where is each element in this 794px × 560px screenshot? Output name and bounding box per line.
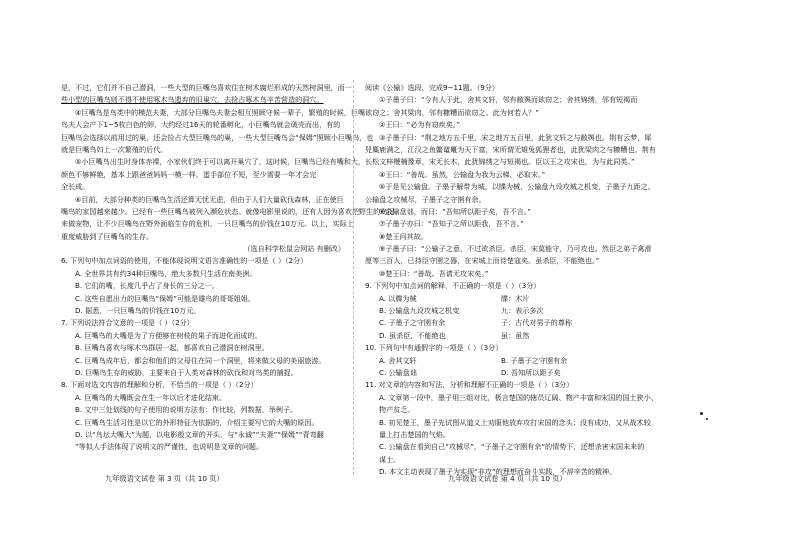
right-text-line <box>365 317 665 329</box>
right-text-line: 物产贫乏。 <box>379 405 415 415</box>
option-right: D. 吾知所以距子矣 <box>501 367 561 377</box>
option-left: A. 舍其文轩 <box>379 355 417 365</box>
left-page-body <box>61 82 395 454</box>
right-text-line: 厘等三百人，已持臣守圉之器，在宋城上而待楚寇矣。虽杀臣，不能绝也。” <box>365 256 600 266</box>
left-text-line: A. 巨嘴鸟的大嘴既会在生一年以后才进化结束。 <box>75 392 227 402</box>
right-text-line: ⑧楚王问其故。 <box>379 231 428 241</box>
left-text-line: 来做宠物，让不少巨嘴鸟在野外面临生存的危机，一只巨嘴鸟的价钱在10万元。以上，实际上 <box>61 219 354 229</box>
option-left: B. 公输盘九设攻城之机变 <box>379 306 460 316</box>
right-text-line: ④王曰：“善哉。虽然，公输盘为我为云梯，必取宋。” <box>379 169 546 179</box>
left-text-line: B. 文中三处划线的句子使用的说明方法有：作比较，列数据，举例子。 <box>75 405 298 415</box>
right-text-line: ⑤于是见公输盘。子墨子解带为城，以牒为械，公输盘九设攻城之机变，子墨子九距之。 <box>379 182 655 192</box>
right-text-line <box>365 355 665 367</box>
option-right: 牒：木片 <box>501 293 530 303</box>
right-text-line <box>365 293 665 305</box>
left-text-line: ④巨嘴鸟是鸟类中的模范夫妻，大部分巨嘴鸟夫妻会相互照顾守候一辈子，繁殖的时候，巨嘴 <box>75 107 366 117</box>
left-text-line: D. 巨嘴鸟生存的威胁，主要来自于人类对森林的砍伐和对鸟类的捕捉。 <box>75 367 298 377</box>
option-right: B. 子墨子之守圉有余 <box>501 355 568 365</box>
left-text-line: ”等拟人手法体现了说明文的严谨性，也说明是文章的问题。 <box>75 442 264 452</box>
left-text-line: 鸟夫人会产下1~5枚白色的卵，大约经过16天的轮番孵化，小巨嘴鸟就会破壳而出，有的 <box>61 120 341 130</box>
left-text-line: 全长成。 <box>61 182 90 192</box>
right-text-line: ②王曰：“必为有窃疾矣。” <box>379 120 461 130</box>
right-page-body <box>365 82 665 479</box>
option-left: C. 子墨子之守圉有余 <box>379 318 446 328</box>
right-text-line: C. 公输盘在看到自己“攻械尽”，“子墨子之守圉有余”的情势下，还想杀害宋国未来的 <box>379 442 645 452</box>
right-text-line: 9. 下列句中加点词的解释，不正确的一项是（ ）（3分） <box>365 281 541 291</box>
right-text-line: ⑨子墨子曰：“公输子之意，不过欲杀臣。杀臣，宋莫能守，乃可攻也。然臣之弟子禽滑 <box>379 244 652 254</box>
left-text-line: 巨嘴鸟会选择以前用过的巢，还会捡占大型巨嘴鸟的巢，一些大型巨嘴鸟会“保姆”照顾小巨嘴鸟，也 <box>61 132 374 142</box>
right-page-footer: 九年级语文试卷 第 4 页（共 10 页） <box>448 474 567 483</box>
left-text-line: 重度威胁到了巨嘴鸟的生存。 <box>61 231 154 241</box>
scan-speck <box>700 412 703 415</box>
left-text-line: 8. 下面对选文内容的理解和分析，不恰当的一项是（ ）（2分） <box>61 380 258 390</box>
right-text-line: 阅读《公输》选段，完成9~11题。（9分） <box>365 83 499 92</box>
right-text-line: 量上打击楚国的气焰。 <box>379 429 450 439</box>
right-text-line: ⑩楚王曰：“善哉。吾请无攻宋矣。” <box>379 268 489 278</box>
right-text-line: B. 初见楚王，墨子先试图从道义上劝服他放弃攻打宋国的念头；没有成功，又从战术较 <box>379 417 651 427</box>
right-text-line <box>365 330 665 342</box>
left-text-line: C. 巨嘴鸟生活习性是以它的外形特征为依据的，介绍主要写它的大嘴的原因。 <box>75 417 319 427</box>
option-left: A. 以牒为械 <box>379 293 417 303</box>
left-text-line: A. 全世界共有约34种巨嘴鸟，绝大多数只生活在南美洲。 <box>75 268 257 278</box>
option-right: 子：古代对男子的尊称 <box>501 318 572 328</box>
left-text-line: ⑤小巨嘴鸟出生时身体赤裸，小家伙们终于可以离开巢穴了，这时候，巨嘴鸟已经有嘴和大， <box>75 157 366 167</box>
right-text-line: D. 本文主动表现了墨子为实现“非攻”的理想而奋斗实践，不辞辛苦的精神。 <box>379 467 617 477</box>
left-text-line: C. 巨嘴鸟成年后，都会和他们的父母住在同一个洞里，将来做父母的美丽旅游。 <box>75 355 326 365</box>
right-text-line: 兕麋鹿满之，江汉之鱼鳖鼋鼍为天下富，宋所谓无雉兔狐狸者也，此犹梁肉之与糠糟也。荆有 <box>365 144 656 154</box>
left-text-line: A. 巨嘴鸟的大嘴是为了方便够在树枝的果子而进化而成的。 <box>75 330 262 340</box>
right-text-line: 11. 对文章的内容和写法，分析和理解不正确的一项是（ ）（3分） <box>365 380 574 390</box>
left-text-line: ⑥目前，大部分种类的巨嘴鸟生活还算无忧无虑，但由于人们大量砍伐森林，正在使巨 <box>75 194 344 204</box>
left-text-line: 是，不过，它们并不自己潜洞，一些大型的巨嘴鸟喜欢住在树木腐烂形成的天然树洞里，而一 <box>61 83 352 92</box>
left-text-line: 嘴鸟的家园越来越少。已经有一些巨嘴鸟被列入濒危状态。就像电影里说的，还有人因为喜欢把野生的鸟捉 <box>61 206 395 216</box>
right-text-line: 长松文梓楩楠豫章，宋无长木，此犹锦绣之与短褐也。臣以王之攻宋也，为与此同类。” <box>365 157 635 167</box>
right-text-line: ⑦子墨子亦曰：“吾知子之所以距我，吾不言。” <box>379 219 524 229</box>
left-text-line: 就是巨嘴鸟妇上一次繁殖的后代。 <box>61 144 168 154</box>
option-right: 虽：虽然 <box>501 330 530 340</box>
option-left: D. 虽杀臣，不能绝也 <box>379 330 446 340</box>
left-text-line: 7. 下列说法符合文意的一项是（ ）（2分） <box>61 318 194 328</box>
right-text-line: 欲窃之；舍其梁肉，邻有糠糟而欲窃之。此为何若人？” <box>365 107 539 117</box>
left-text-line: D. 以“鸟坛大嘴大”为题，以电影般文章的开头，与“永诚”“夫妻”“保姆”“背弯翻 <box>75 429 324 439</box>
left-text-line: B. 它们的嘴，长度几乎占了身长的三分之一。 <box>75 281 220 291</box>
left-text-line: B. 巨嘴鸟喜欢与啄木鸟群居一起，都喜欢自己潜洞在树洞里。 <box>75 343 269 353</box>
left-text-line: 颜色不够鲜艳，基本上跟爸爸妈妈一模一样。蛋手部位不短，至少需要一年才会完 <box>61 169 317 179</box>
right-text-line: ⑥公输盘诎，而曰：“吾知所以距子矣，吾不言。” <box>379 206 532 216</box>
left-text-line: 6. 下列句中加点词语的使用，不能体现说明文语言准确性的一项是（ ）（2分） <box>61 256 308 266</box>
right-text-line: 10. 下列句中有通假字的一项是（ ）（3分） <box>365 343 503 353</box>
right-text-line <box>365 367 665 379</box>
option-right: 九：表示多次 <box>501 306 544 316</box>
right-text-line: A. 文章第一段中，墨子用三组对比，极言楚国的辖员辽阔、物产丰富和宋国的国土狭小、 <box>379 392 658 402</box>
right-text-line: ③子墨子曰：“荆之地方五千里，宋之地方五百里，此犹文轩之与敝舆也。荆有云梦，犀 <box>379 132 652 142</box>
page-divider <box>353 80 354 475</box>
left-text-line: 些小型的巨嘴鸟则不得不使用啄木鸟遗弃的旧巢穴，去捡占啄木鸟辛苦营造的洞穴。 <box>61 95 324 105</box>
right-text-line: 公输盘之攻械尽，子墨子之守圉有余。 <box>365 194 486 204</box>
right-text-line: 谋士。 <box>379 454 401 464</box>
right-text-line: ①子墨子曰：“今有人于此，舍其文轩，邻有敝舆而欲窃之；舍其锦绣，邻有短褐而 <box>379 95 638 105</box>
option-left: C. 公输盘诎 <box>379 367 417 377</box>
scan-speck <box>706 418 708 420</box>
left-text-line: C. 这些自愿出力的巨嘴鸟“保姆”可能是雄鸟的哥哥姐姐。 <box>75 293 255 303</box>
right-text-line <box>365 305 665 317</box>
left-text-line: D. 据悉，一只巨嘴鸟的价钱在10万元。 <box>75 306 201 316</box>
left-text-line: （选自科学松鼠会网站 有删改） <box>243 244 345 254</box>
left-page-footer: 九年级语文试卷 第 3 页（共 10 页） <box>105 474 224 483</box>
